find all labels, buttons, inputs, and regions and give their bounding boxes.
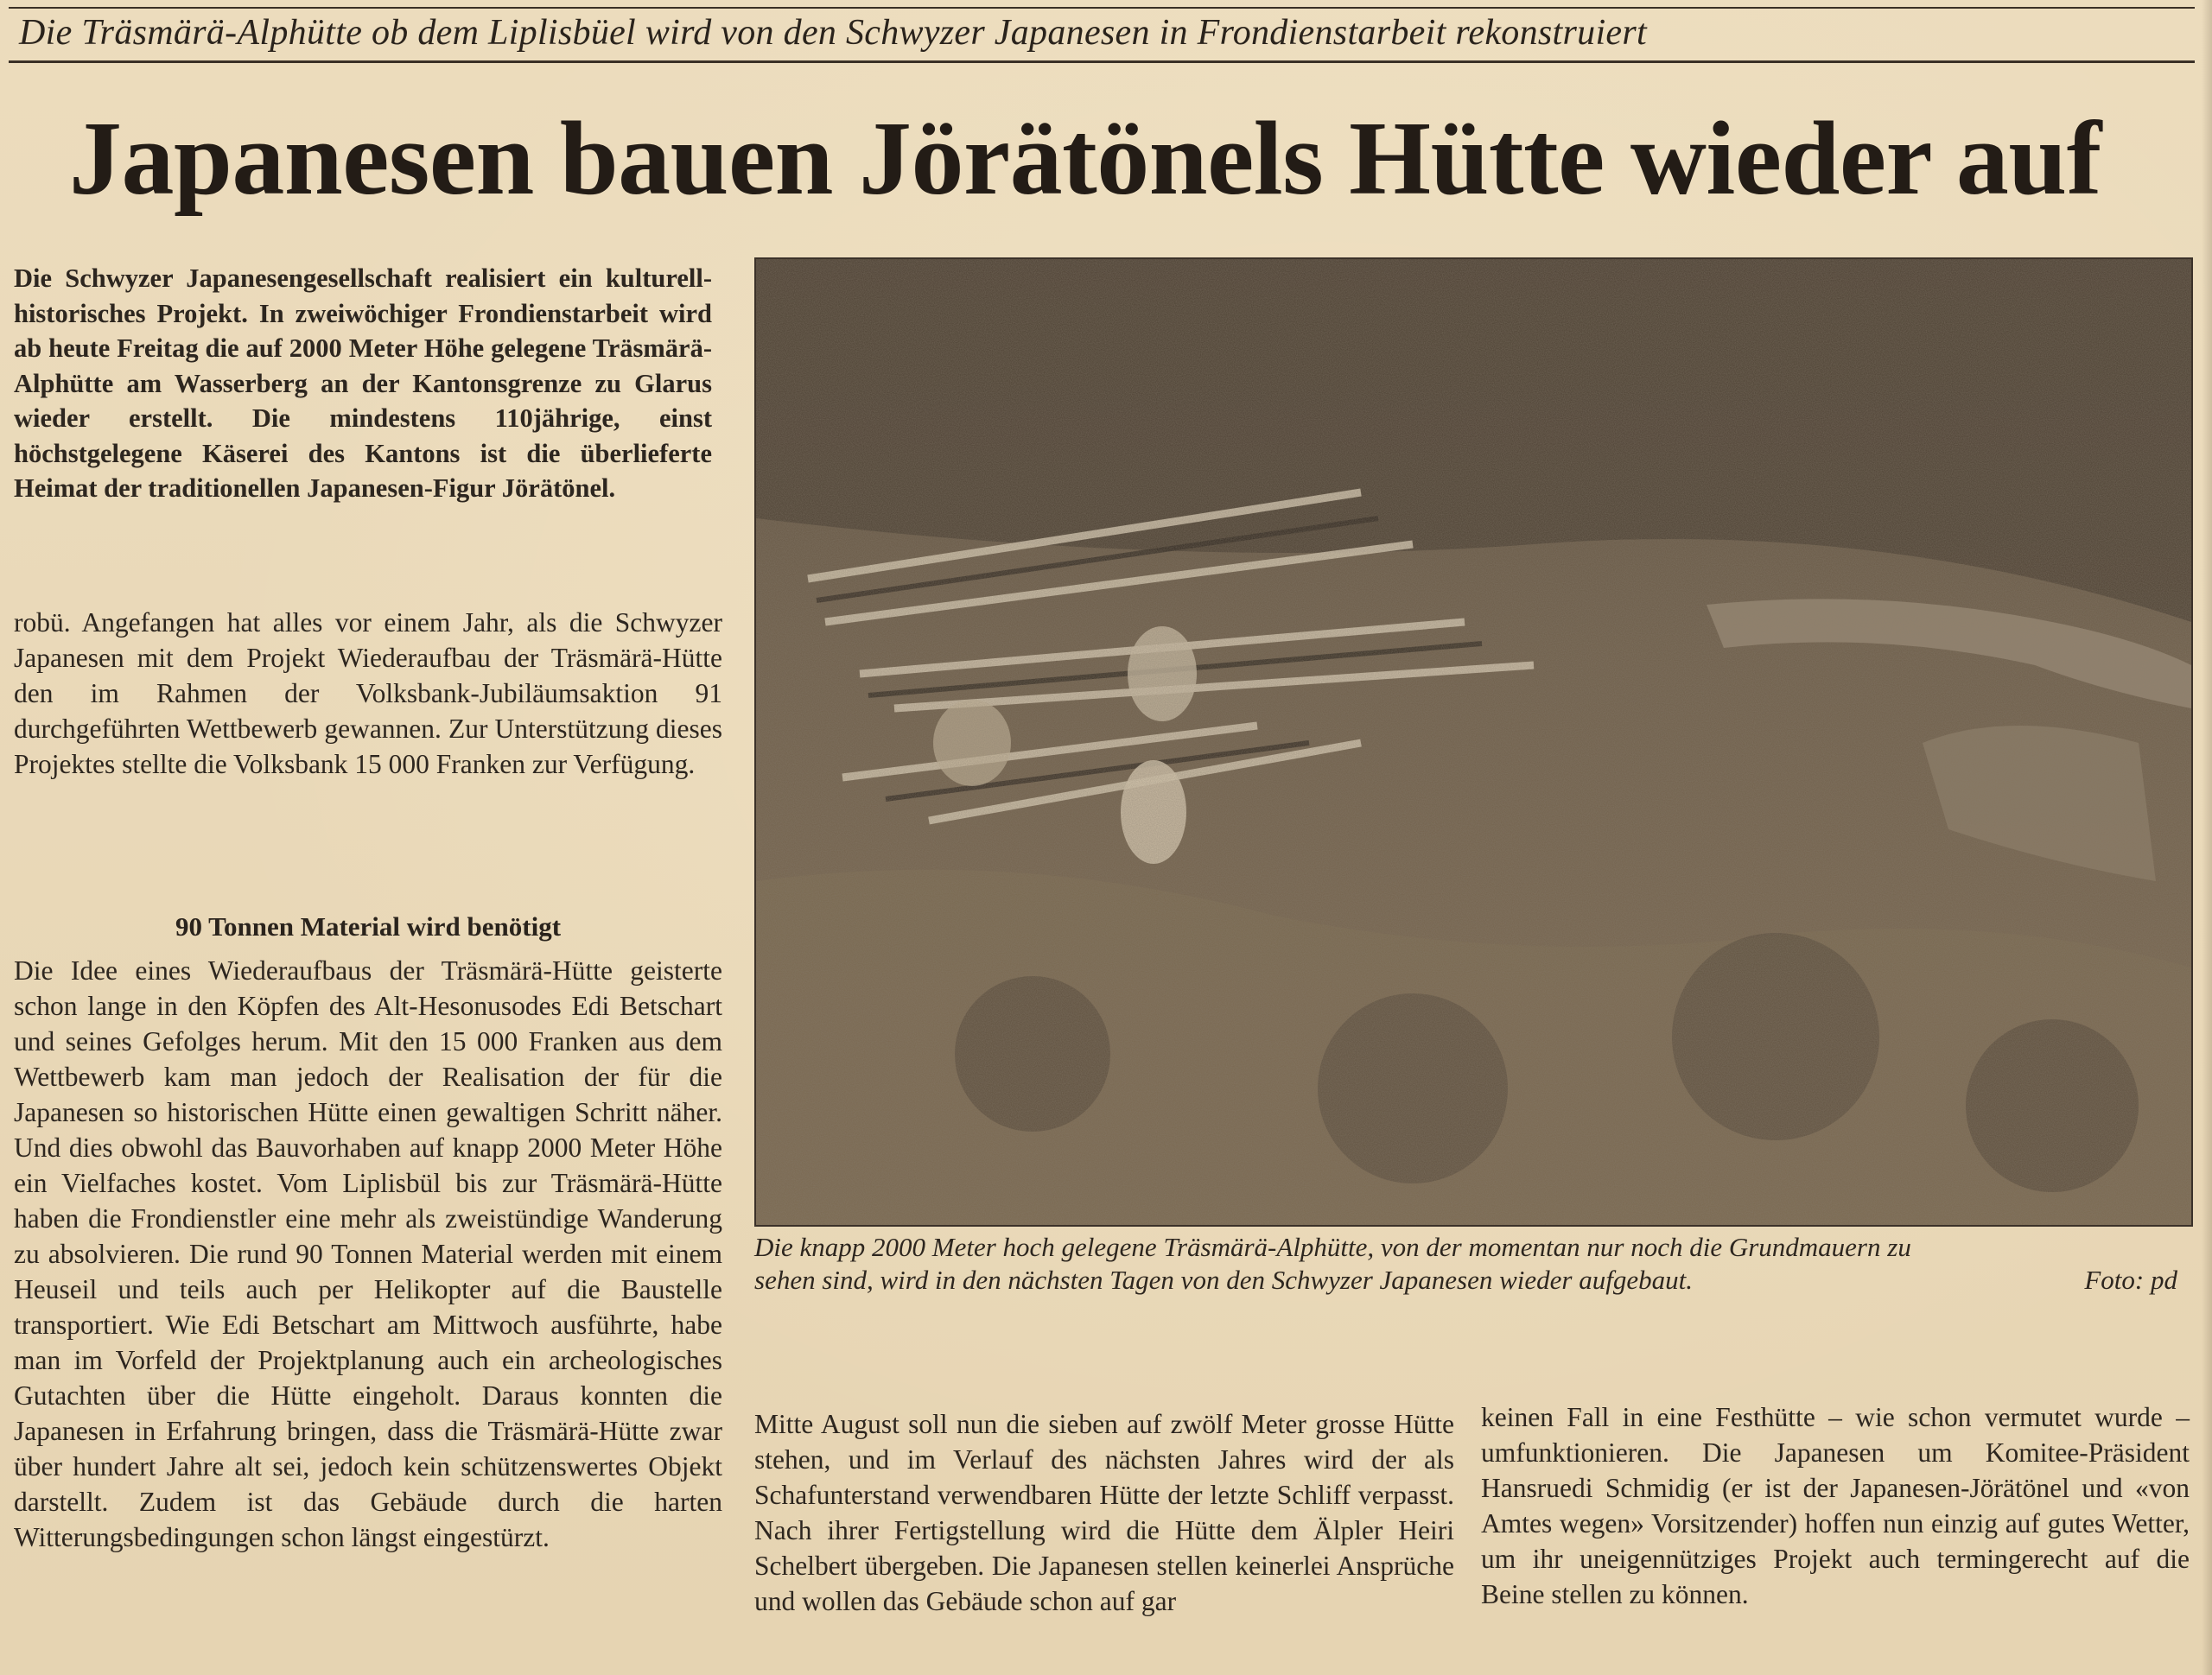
kicker-rule-top <box>9 7 2195 9</box>
photo-caption <box>754 1231 2190 1297</box>
body-paragraph-2: Die Idee eines Wiederaufbaus der Träsmärä-Hütte geisterte schon lange in den Köpfen des Alt-Hesonusodes Edi Betschart und seines Gefolges herum. Mit den 15 000 Franken aus dem Wettbewerb kam man jedoch der Realisation der für die Japanesen so historischen Hütte einen gewaltigen Schritt näher. Und dies obwohl das Bauvorhaben auf knapp 2000 Meter Höhe ein Vielfaches kostet. Vom Liplisbül bis zur Träsmärä-Hütte haben die Frondienstler eine mehr als zweistündige Wanderung zu absolvieren. Die rund 90 Tonnen Material werden mit einem Heuseil und teils auch per Helikopter auf die Baustelle transportiert. Wie Edi Betschart am Mittwoch ausführte, habe man im Vorfeld der Projektplanung auch ein archeologisches Gutachten über die Hütte eingeholt. Daraus konnten die Japanesen in Erfahrung bringen, dass die Träsmärä-Hütte zwar über hundert Jahre alt sei, jedoch kein schützenswertes Objekt darstellt. Zudem ist das Gebäude durch die harten Witterungsbedingungen schon längst eingestürzt. <box>14 955 722 1552</box>
kicker-line: Die Träsmärä-Alphütte ob dem Liplisbüel wird von den Schwyzer Japanesen in Frondienstarbeit rekonstruiert <box>19 13 1647 53</box>
page-fold-shadow <box>2202 0 2212 1675</box>
caption-line-1: Die knapp 2000 Meter hoch gelegene Träsmärä-Alphütte, von der momentan nur noch die Grundmauern zu <box>754 1232 1911 1262</box>
subheading: 90 Tonnen Material wird benötigt <box>175 911 562 942</box>
article-photo <box>754 257 2193 1227</box>
photo-credit: Foto: pd <box>2084 1265 2177 1295</box>
hut-ruins-photo-illustration <box>756 259 2191 1225</box>
body-paragraph-3: Mitte August soll nun die sieben auf zwölf Meter grosse Hütte stehen, und im Verlauf des nächsten Jahres wird der als Schafunterstand verwendbaren Hütte der letzte Schliff verpasst. Nach ihrer Fertigstellung wird die Hütte dem Älpler Heiri Schelbert übergeben. Die Japanesen stellen keinerlei Ansprüche und wollen das Gebäude schon auf gar <box>754 1409 1454 1616</box>
body-paragraph-1: robü. Angefangen hat alles vor einem Jahr, als die Schwyzer Japanesen mit dem Projekt Wiederaufbau der Träsmärä-Hütte den im Rahmen der Volksbank-Jubiläumsaktion 91 durchgeführten Wettbewerb gewannen. Zur Unterstützung dieses Projektes stellte die Volksbank 15 000 Franken zur Verfügung. <box>14 607 722 779</box>
lead-paragraph: Die Schwyzer Japanesengesellschaft realisiert ein kulturell-historisches Projekt. In zweiwöchiger Frondienstarbeit wird ab heute Freitag die auf 2000 Meter Höhe gelegene Träsmärä-Alphütte am Wasserberg an der Kantonsgrenze zu Glarus wieder erstellt. Die mindestens 110jährige, einst höchstgelegene Käserei des Kantons ist die überlieferte Heimat der traditionellen Japanesen-Figur Jörätönel. <box>14 263 712 503</box>
kicker-rule-bottom <box>9 60 2195 63</box>
body-paragraph-4: keinen Fall in eine Festhütte – wie schon vermutet wurde – umfunktionieren. Die Japanesen um Komitee-Präsident Hansruedi Schmidig (er ist der Japanesen-Jörätönel und «von Amtes wegen» Vorsitzender) hoffen nun einzig auf gutes Wetter, um ihr uneigennütziges Projekt auch termingerecht auf die Beine stellen zu können. <box>1481 1402 2190 1609</box>
headline: Japanesen bauen Jörätönels Hütte wieder auf <box>69 100 2101 217</box>
caption-line-2: sehen sind, wird in den nächsten Tagen von den Schwyzer Japanesen wieder aufgebaut. <box>754 1265 1693 1295</box>
